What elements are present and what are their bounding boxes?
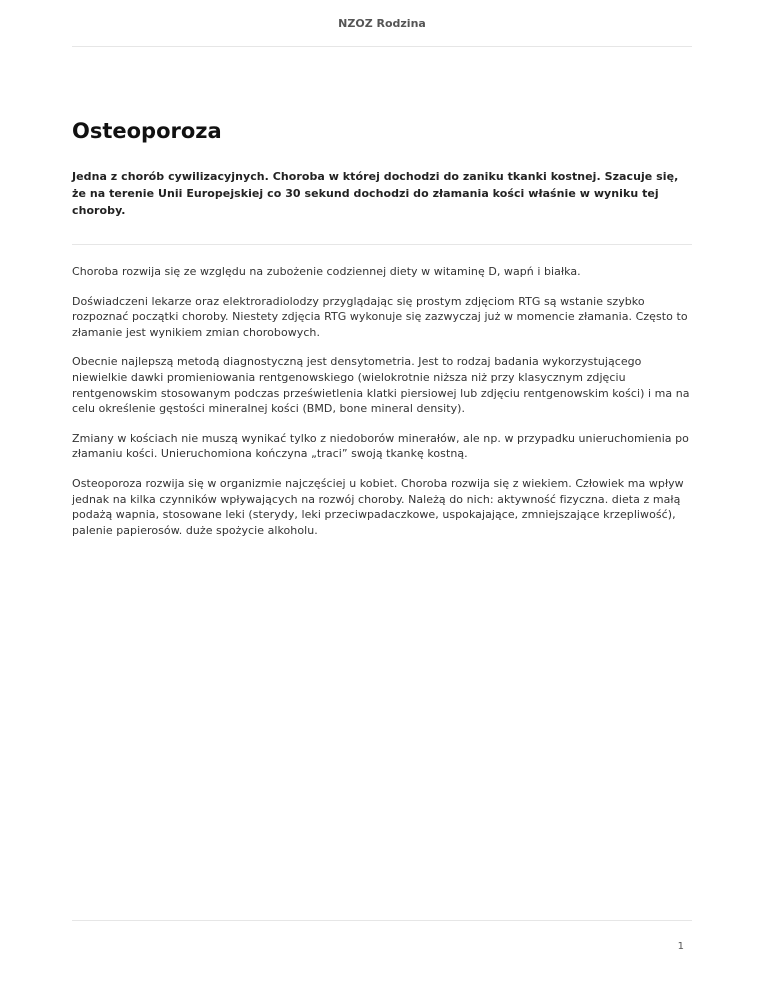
page-number: 1 xyxy=(677,941,684,952)
paragraph: Doświadczeni lekarze oraz elektroradiolodzy przyglądając się prostym zdjęciom RTG są wstanie szybko rozpoznać początki choroby. Niestety zdjęcia RTG wykonuje się zazwyczaj już w momencie złamania. Często to złamanie jest wynikiem zmian chorobowych. xyxy=(72,294,688,339)
page-footer xyxy=(72,920,692,952)
article-lead: Jedna z chorób cywilizacyjnych. Choroba w której dochodzi do zaniku tkanki kostnej. Szacuje się, że na terenie Unii Europejskiej co 30 sekund dochodzi do złamania kości właśnie w wyniku tej choroby. xyxy=(72,170,679,217)
paragraph: Choroba rozwija się ze względu na zubożenie codziennej diety w witaminę D, wapń i białka. xyxy=(72,265,581,278)
page-header xyxy=(72,0,692,47)
paragraph: Osteoporoza rozwija się w organizmie najczęściej u kobiet. Choroba rozwija się z wiekiem. Człowiek ma wpływ jednak na kilka czynników wpływających na rozwój choroby. Należą do nich: aktywność fizyczna. dieta z małą podażą wapnia, stosowane leki (sterydy, leki przeciwpadaczkowe, uspokajające, zmniejszające krzepliwość), palenie papierosów. duże spożycie alkoholu. xyxy=(72,476,684,537)
article-body xyxy=(72,264,692,538)
article-title: Osteoporoza xyxy=(72,119,222,143)
separator xyxy=(72,244,692,245)
paragraph: Zmiany w kościach nie muszą wynikać tylko z niedoborów minerałów, ale np. w przypadku unieruchomienia po złamaniu kości. Unieruchomiona kończyna „traci” swoją tkankę kostną. xyxy=(72,431,689,461)
paragraph: Obecnie najlepszą metodą diagnostyczną jest densytometria. Jest to rodzaj badania wykorzystującego niewielkie dawki promieniowania rentgenowskiego (wielokrotnie niższa niż przy klasycznym zdjęciu rentgenowskim stosowanym podczas prześwietlenia klatki piersiowej lub zdjęciu rentgenowskim kości) i ma na celu określenie gęstości mineralnej kości (BMD, bone mineral density). xyxy=(72,355,690,416)
article xyxy=(72,114,692,552)
site-name: NZOZ Rodzina xyxy=(338,17,426,30)
